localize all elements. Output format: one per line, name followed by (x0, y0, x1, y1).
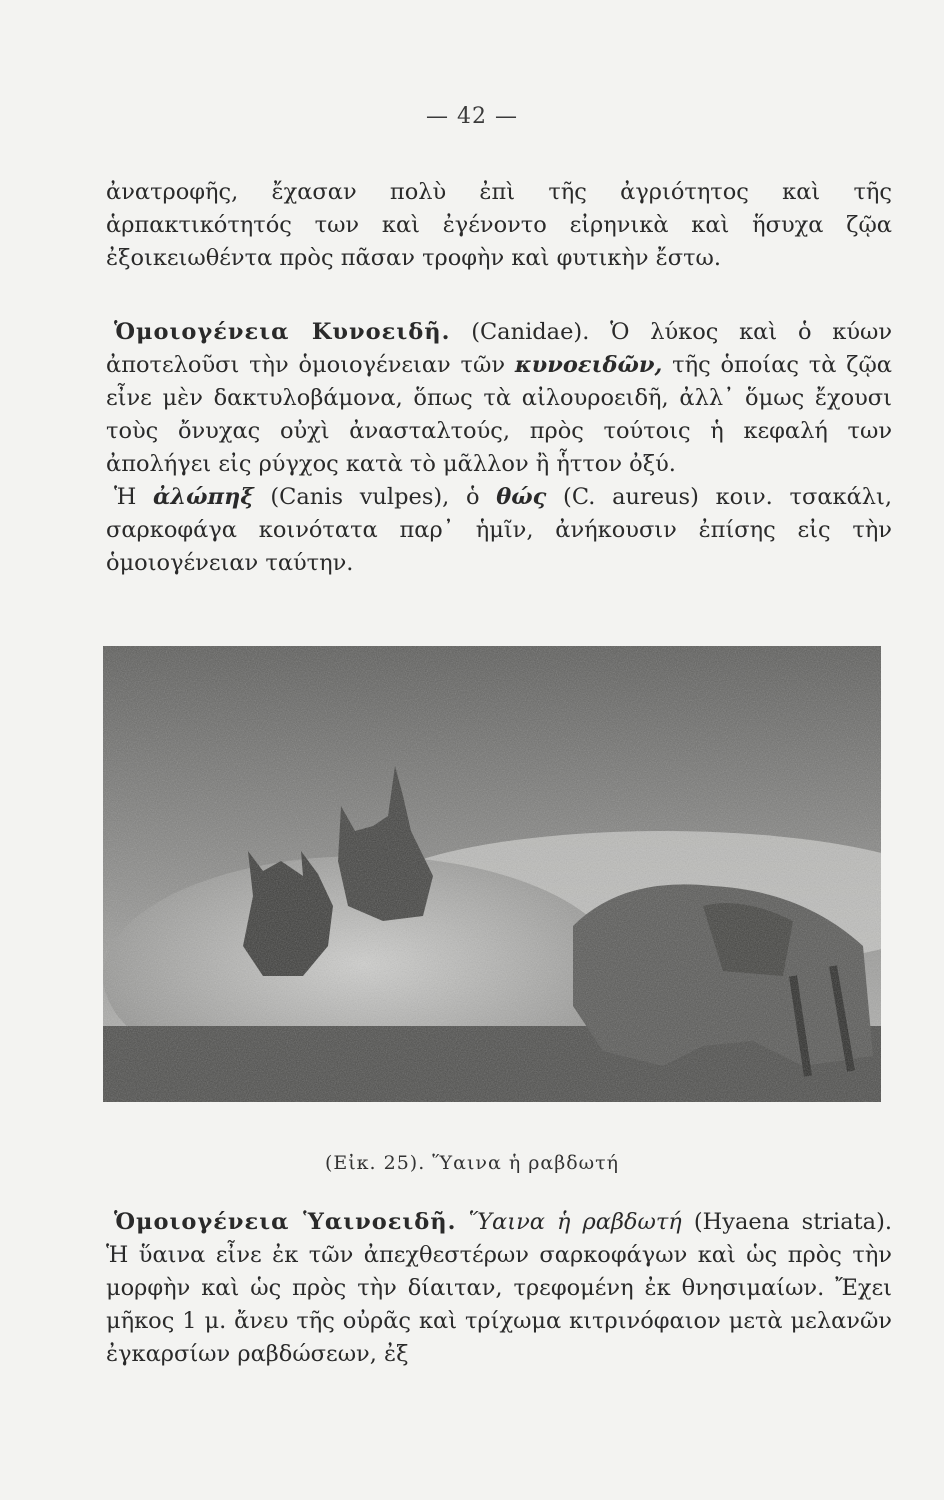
canidae-latin: (Canidae). (471, 319, 590, 345)
canidae-section (106, 316, 892, 580)
canidae-text-1: Ὁ λύκος καὶ ὁ κύων ἀποτελοῦσι τὴν ὁμοιογένειαν τῶν (106, 319, 893, 378)
hyaena-term: Ὕαινα ἡ ραβδωτή (468, 1209, 682, 1235)
hyaena-paragraph (106, 1206, 892, 1371)
fox-latin: (Canis vulpes), (270, 484, 450, 510)
fox-jackal-paragraph (106, 481, 892, 580)
jackal-text-rest: κοιν. τσακάλι, σαρκοφάγα κοινότατα παρ᾿ ἡμῖν, ἀνήκουσιν ἐπίσης εἰς τὴν ὁμοιογένειαν ταύτην. (106, 484, 892, 576)
top-paragraph-block (106, 176, 892, 275)
hyaena-section (106, 1206, 892, 1371)
fox-term: ἀλώπηξ (153, 484, 254, 510)
hyaena-heading: Ὁμοιογένεια Ὑαινοειδῆ. (114, 1209, 457, 1235)
figure-caption: (Εἰκ. 25). Ὕαινα ἡ ραβδωτή (324, 1152, 620, 1174)
hyaena-text: Ἡ ὕαινα εἶνε ἐκ τῶν ἀπεχθεστέρων σαρκοφάγων καὶ ὡς πρὸς τὴν μορφὴν καὶ ὡς πρὸς τὴν δίαιταν, τρεφομένη ἐκ θνησιμαίων. Ἔχει μῆκος 1 μ. ἄνευ τῆς οὐρᾶς καὶ τρίχωμα κιτρινόφαιον μετὰ μελανῶν ἐγκαρσίων ραβδώσεων, ἐξ (106, 1242, 892, 1367)
hyena-photo-illustration (103, 646, 881, 1102)
jackal-latin: (C. aureus) (563, 484, 699, 510)
hyena-photograph (103, 646, 881, 1102)
canidae-emphasis: κυνοειδῶν, (514, 352, 663, 378)
jackal-term: θώς (496, 484, 547, 510)
canidae-heading: Ὁμοιογένεια Κυνοειδῆ. (114, 319, 451, 345)
page-number: — 42 — (426, 104, 518, 129)
hyaena-latin: (Hyaena striata). (693, 1209, 893, 1235)
fox-text-1: Ἡ (114, 484, 137, 510)
top-paragraph: ἀνατροφῆς, ἔχασαν πολὺ ἐπὶ τῆς ἀγριότητος καὶ τῆς ἁρπακτικότητός των καὶ ἐγένοντο εἰρηνικὰ καὶ ἥσυχα ζῷα ἐξοικειωθέντα πρὸς πᾶσαν τροφὴν καὶ φυτικὴν ἔστω. (106, 179, 892, 271)
canidae-text-2: τῆς ὁποίας τὰ ζῷα εἶνε μὲν δακτυλοβάμονα, ὅπως τὰ αἰλουροειδῆ, ἀλλ᾿ ὅμως ἔχουσι τοὺς ὄνυχας οὐχὶ ἀνασταλτούς, πρὸς τούτοις ἡ κεφαλή των ἀπολήγει εἰς ρύγχος κατὰ τὸ μᾶλλον ἢ ἧττον ὀξύ. (106, 352, 892, 477)
canidae-paragraph (106, 316, 892, 481)
jackal-text-article: ὁ (465, 484, 480, 510)
